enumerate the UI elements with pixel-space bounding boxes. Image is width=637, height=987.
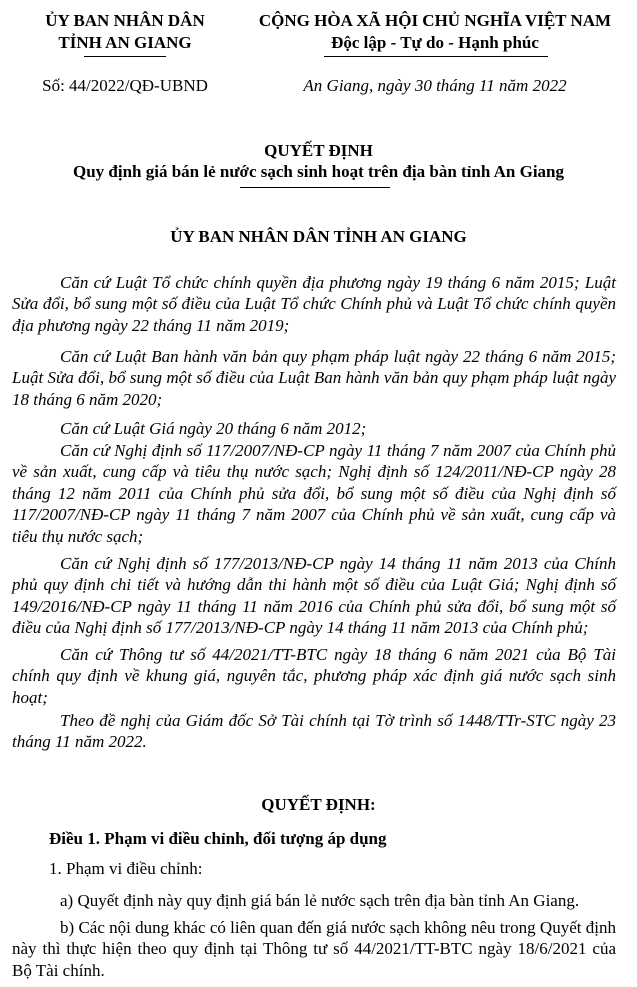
decision-heading: QUYẾT ĐỊNH: (261, 795, 376, 814)
place-and-date: An Giang, ngày 30 tháng 11 năm 2022 (303, 76, 567, 95)
agency-name: ỦY BAN NHÂN DÂN (45, 11, 205, 30)
nation-title: CỘNG HÒA XÃ HỘI CHỦ NGHĨA VIỆT NAM (258, 11, 612, 30)
document-number: Số: 44/2022/QĐ-UBND (42, 76, 208, 95)
basis-paragraph: Theo đề nghị của Giám đốc Sở Tài chính tại Tờ trình số 1448/TTr-STC ngày 23 tháng 11 năm 2022. (12, 711, 616, 752)
subject-underline (240, 187, 390, 188)
basis-paragraph: Căn cứ Luật Tổ chức chính quyền địa phương ngày 19 tháng 6 năm 2015; Luật Sửa đổi, bổ sung một số điều của Luật Tổ chức Chính phủ và Luật Tổ chức chính quyền địa phương ngày 22 tháng 11 năm 2019; (12, 273, 616, 335)
nation-motto: Độc lập - Tự do - Hạnh phúc (331, 33, 539, 52)
basis-paragraph: Căn cứ Nghị định số 117/2007/NĐ-CP ngày 11 tháng 7 năm 2007 của Chính phủ về sản xuất, cung cấp và tiêu thụ nước sạch; Nghị định số 124/2011/NĐ-CP ngày 28 tháng 12 năm 2011 của Chính phủ sửa đổi, bổ sung một số điều của Nghị định số 117/2007/NĐ-CP ngày 11 tháng 7 năm 2007 của Chính phủ về sản xuất, cung cấp và tiêu thụ nước sạch; (12, 441, 616, 546)
agency-province: TỈNH AN GIANG (58, 33, 192, 52)
article-1-heading: Điều 1. Phạm vi điều chỉnh, đối tượng áp dụng (49, 829, 387, 848)
article-1-item-a: a) Quyết định này quy định giá bán lẻ nước sạch trên địa bàn tỉnh An Giang. (60, 891, 580, 910)
issuing-authority: ỦY BAN NHÂN DÂN TỈNH AN GIANG (170, 227, 467, 246)
basis-paragraph: Căn cứ Luật Ban hành văn bản quy phạm pháp luật ngày 22 tháng 6 năm 2015; Luật Sửa đổi, bổ sung một số điều của Luật Ban hành văn bản quy phạm pháp luật ngày 18 tháng 6 năm 2020; (12, 347, 616, 409)
article-1-item-b: b) Các nội dung khác có liên quan đến giá nước sạch không nêu trong Quyết định này thì thực hiện theo quy định tại Thông tư số 44/2021/TT-BTC ngày 18/6/2021 của Bộ Tài chính. (12, 918, 616, 980)
basis-paragraph: Căn cứ Nghị định số 177/2013/NĐ-CP ngày 14 tháng 11 năm 2013 của Chính phủ quy định chi tiết và hướng dẫn thi hành một số điều của Luật Giá; Nghị định số 149/2016/NĐ-CP ngày 11 tháng 11 năm 2016 của Chính phủ sửa đổi, bổ sung một số điều của Nghị định số 177/2013/NĐ-CP ngày 14 tháng 11 năm 2013 của Chính phủ; (12, 554, 616, 638)
document-type: QUYẾT ĐỊNH (264, 141, 373, 160)
article-1-item-1: 1. Phạm vi điều chỉnh: (49, 859, 203, 878)
basis-paragraph: Căn cứ Luật Giá ngày 20 tháng 6 năm 2012; (60, 419, 367, 438)
motto-underline (324, 56, 548, 57)
basis-paragraph: Căn cứ Thông tư số 44/2021/TT-BTC ngày 18 tháng 6 năm 2021 của Bộ Tài chính quy định về khung giá, nguyên tắc, phương pháp xác định giá nước sạch sinh hoạt; (12, 645, 616, 707)
document-subject: Quy định giá bán lẻ nước sạch sinh hoạt trên địa bàn tỉnh An Giang (72, 162, 565, 181)
agency-underline (84, 56, 166, 57)
